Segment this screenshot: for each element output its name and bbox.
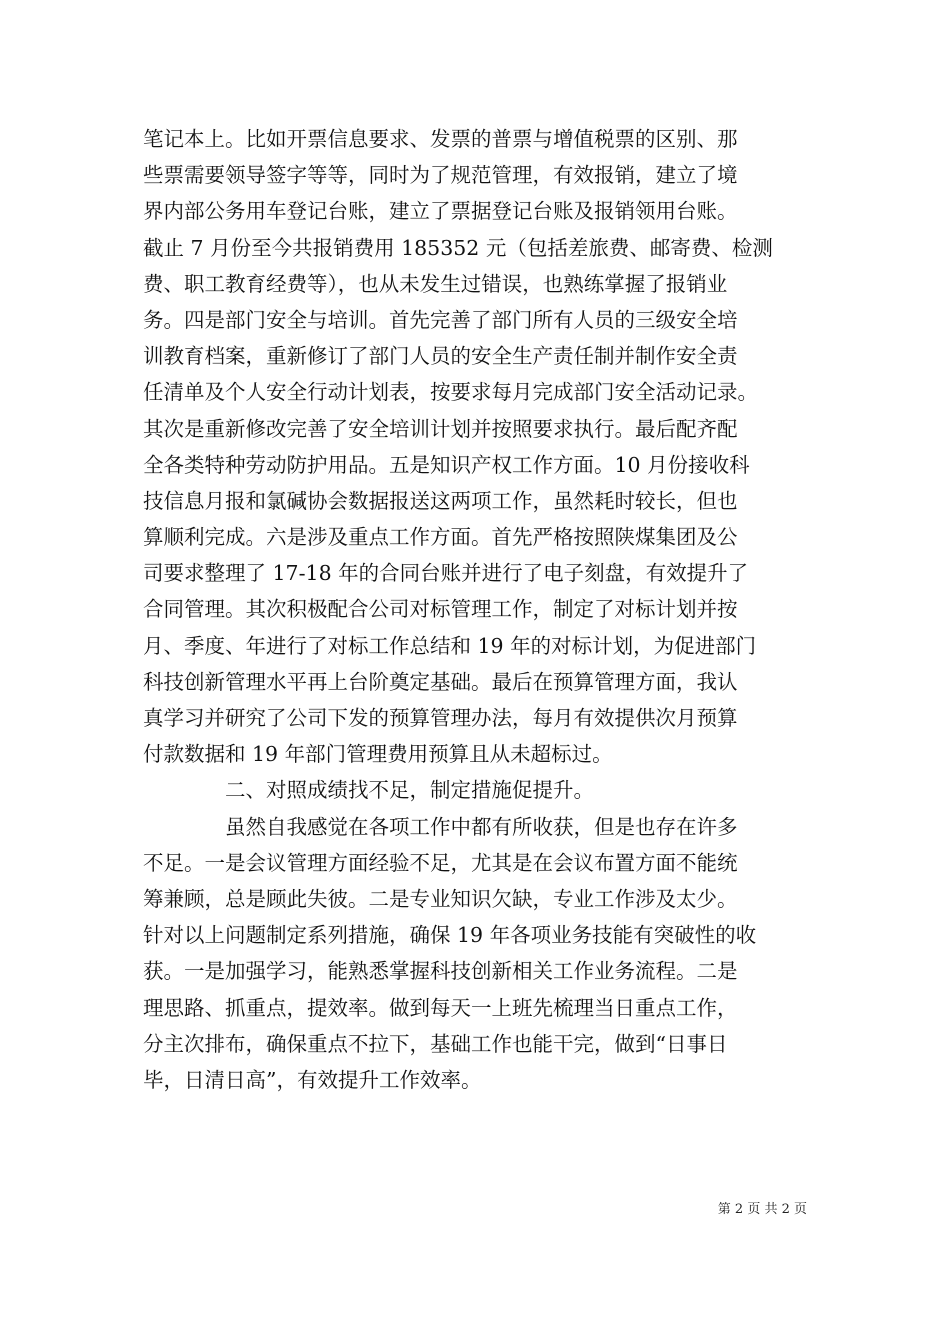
text-line: 针对以上问题制定系列措施，确保 19 年各项业务技能有突破性的收	[143, 923, 757, 948]
text-line: 毕，日清日高”，有效提升工作效率。	[143, 1067, 482, 1092]
text-line: 些票需要领导签字等等，同时为了规范管理，有效报销，建立了境	[143, 163, 738, 188]
text-line: 算顺利完成。六是涉及重点工作方面。首先严格按照陕煤集团及公	[143, 525, 738, 550]
page-number: 第 2 页 共 2 页	[717, 1202, 807, 1217]
text-line: 科技创新管理水平再上台阶奠定基础。最后在预算管理方面，我认	[143, 669, 738, 694]
text-line: 费、职工教育经费等），也从未发生过错误，也熟练掌握了报销业	[143, 271, 728, 296]
text-line: 其次是重新修改完善了安全培训计划并按照要求执行。最后配齐配	[143, 416, 738, 441]
text-line: 虽然自我感觉在各项工作中都有所收获，但是也存在许多	[143, 814, 738, 839]
body-text	[143, 121, 823, 1098]
text-line: 分主次排布，确保重点不拉下，基础工作也能干完，做到“日事日	[143, 1031, 728, 1056]
text-line: 付款数据和 19 年部门管理费用预算且从未超标过。	[143, 742, 613, 767]
text-line: 月、季度、年进行了对标工作总结和 19 年的对标计划，为促进部门	[143, 633, 757, 658]
text-line: 任清单及个人安全行动计划表，按要求每月完成部门安全活动记录。	[143, 380, 758, 405]
text-line: 理思路、抓重点，提效率。做到每天一上班先梳理当日重点工作，	[143, 995, 738, 1020]
text-line: 真学习并研究了公司下发的预算管理办法，每月有效提供次月预算	[143, 706, 738, 730]
text-line: 司要求整理了 17-18 年的合同台账并进行了电子刻盘，有效提升了	[143, 561, 749, 586]
text-line: 不足。一是会议管理方面经验不足，尤其是在会议布置方面不能统	[143, 850, 738, 875]
text-line: 务。四是部门安全与培训。首先完善了部门所有人员的三级安全培	[143, 307, 738, 332]
text-line: 筹兼顾，总是顾此失彼。二是专业知识欠缺，专业工作涉及太少。	[143, 886, 738, 911]
text-line: 获。一是加强学习，能熟悉掌握科技创新相关工作业务流程。二是	[143, 959, 738, 984]
text-line: 全各类特种劳动防护用品。五是知识产权工作方面。10 月份接收科	[143, 452, 750, 477]
text-line: 截止 7 月份至今共报销费用 185352 元（包括差旅费、邮寄费、检测	[143, 235, 773, 260]
text-line: 训教育档案，重新修订了部门人员的安全生产责任制并制作安全责	[143, 344, 738, 369]
text-line: 笔记本上。比如开票信息要求、发票的普票与增值税票的区别、那	[143, 127, 738, 151]
text-line: 界内部公务用车登记台账，建立了票据登记台账及报销领用台账。	[143, 199, 738, 224]
section-heading: 二、对照成绩找不足，制定措施促提升。	[143, 778, 594, 803]
text-line: 技信息月报和氯碱协会数据报送这两项工作，虽然耗时较长，但也	[143, 488, 738, 513]
text-line: 合同管理。其次积极配合公司对标管理工作，制定了对标计划并按	[143, 597, 738, 622]
